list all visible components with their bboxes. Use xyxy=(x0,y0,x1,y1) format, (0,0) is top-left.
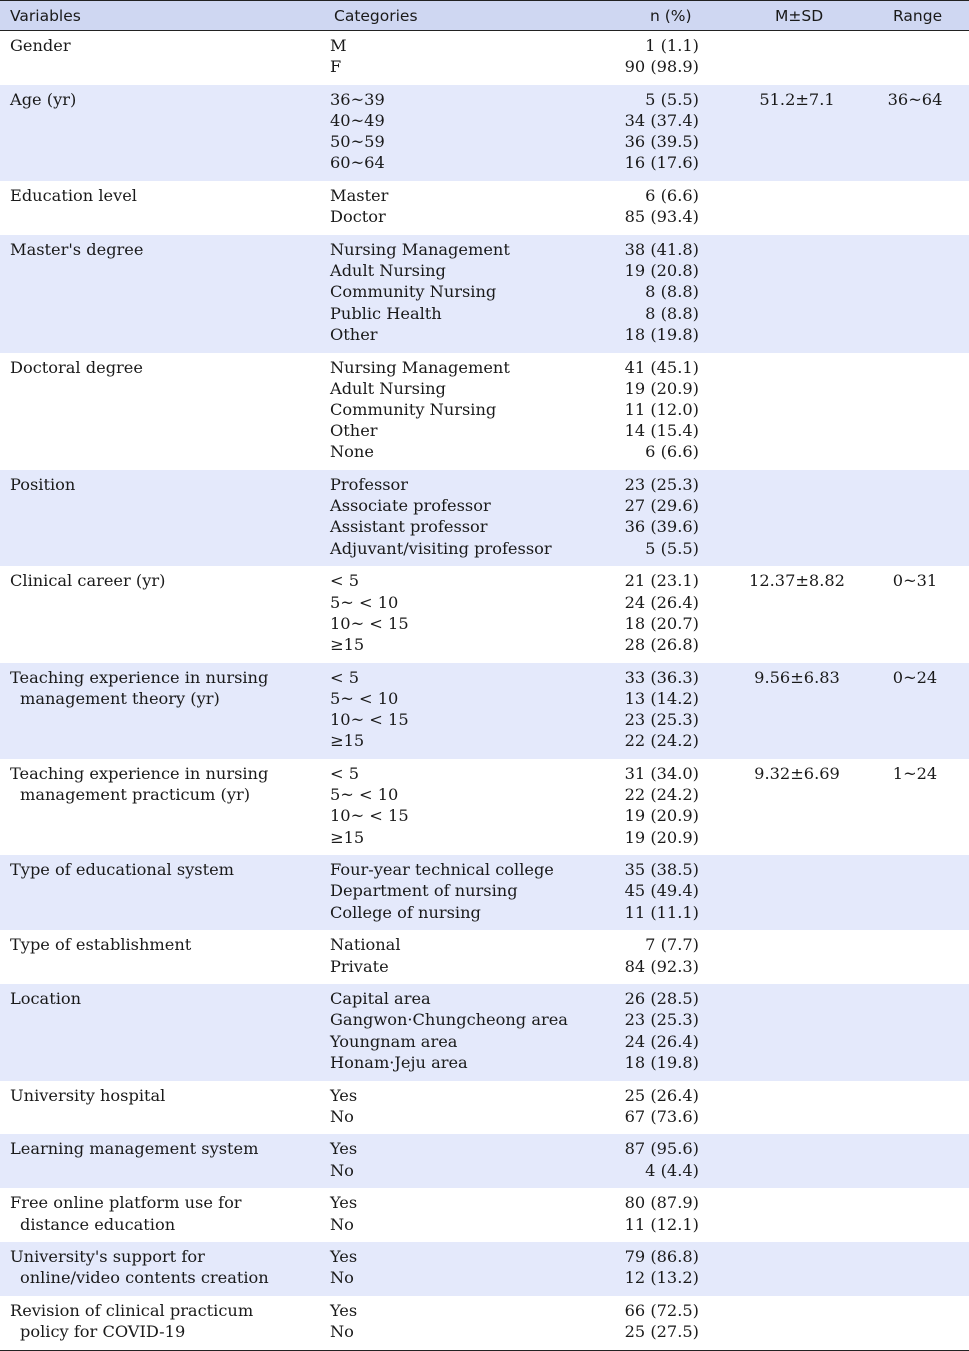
category-label: Capital area xyxy=(330,989,431,1009)
variable-label: Education level xyxy=(10,186,137,206)
category-label: Master xyxy=(330,186,389,206)
n-percent-value: 13 (14.2) xyxy=(624,688,699,708)
variable-label: distance education xyxy=(20,1214,176,1234)
variable-cell xyxy=(10,934,310,955)
categories-cell xyxy=(330,988,568,1073)
variable-cell xyxy=(10,859,310,880)
category-label: Nursing Management xyxy=(330,357,510,377)
variable-cell xyxy=(10,570,310,591)
n-percent-value: 90 (98.9) xyxy=(624,57,699,77)
variable-label: Clinical career (yr) xyxy=(10,571,166,591)
category-label: Gangwon·Chungcheong area xyxy=(330,1010,568,1030)
category-label: Yes xyxy=(330,1247,358,1267)
n-percent-value: 8 (8.8) xyxy=(645,303,699,323)
category-label: Honam·Jeju area xyxy=(330,1052,468,1072)
variable-label: online/video contents creation xyxy=(20,1268,269,1288)
n-percent-value: 7 (7.7) xyxy=(645,935,699,955)
n-percent-value: 26 (28.5) xyxy=(624,989,699,1009)
table-row xyxy=(0,31,969,85)
category-label: 40~49 xyxy=(330,111,385,131)
variable-label: management practicum (yr) xyxy=(20,785,251,805)
n-percent-value: 4 (4.4) xyxy=(645,1160,699,1180)
category-label: Yes xyxy=(330,1301,358,1321)
categories-cell xyxy=(330,474,552,559)
categories-cell xyxy=(330,570,409,655)
categories-cell xyxy=(330,1138,357,1180)
mean-sd-value: 12.37±8.82 xyxy=(749,571,845,591)
header-variables: Variables xyxy=(10,7,81,25)
n-percent-cell xyxy=(625,1138,699,1180)
category-label: National xyxy=(330,935,401,955)
n-percent-cell xyxy=(625,1192,699,1234)
table-row xyxy=(0,470,969,566)
category-label: 60~64 xyxy=(330,153,385,173)
n-percent-cell xyxy=(625,859,699,923)
n-percent-cell xyxy=(625,35,699,77)
categories-cell xyxy=(330,35,347,77)
category-label: 5~ < 10 xyxy=(330,592,399,612)
categories-cell xyxy=(330,667,409,752)
n-percent-value: 19 (20.9) xyxy=(624,806,699,826)
variable-label: Type of establishment xyxy=(10,935,192,955)
variable-label: University's support for xyxy=(10,1247,205,1267)
category-label: < 5 xyxy=(330,763,360,783)
n-percent-value: 33 (36.3) xyxy=(624,667,699,687)
category-label: < 5 xyxy=(330,571,360,591)
n-percent-value: 85 (93.4) xyxy=(624,207,699,227)
category-label: Public Health xyxy=(330,303,442,323)
variable-label: Age (yr) xyxy=(10,89,77,109)
table-row xyxy=(0,984,969,1080)
n-percent-value: 25 (26.4) xyxy=(624,1085,699,1105)
n-percent-value: 23 (25.3) xyxy=(624,1010,699,1030)
table-row xyxy=(0,1081,969,1135)
category-label: Yes xyxy=(330,1193,358,1213)
table-body xyxy=(0,31,969,1350)
n-percent-cell xyxy=(625,667,699,752)
n-percent-value: 31 (34.0) xyxy=(624,763,699,783)
mean-sd-value: 9.56±6.83 xyxy=(754,667,840,687)
categories-cell xyxy=(330,1085,357,1127)
n-percent-value: 24 (26.4) xyxy=(624,1031,699,1051)
n-percent-value: 23 (25.3) xyxy=(624,710,699,730)
n-percent-value: 23 (25.3) xyxy=(624,475,699,495)
n-percent-value: 18 (19.8) xyxy=(624,324,699,344)
table-row xyxy=(0,235,969,353)
header-n-percent: n (%) xyxy=(650,7,692,25)
n-percent-value: 22 (24.2) xyxy=(624,731,699,751)
table-row xyxy=(0,855,969,930)
n-percent-value: 14 (15.4) xyxy=(624,421,699,441)
n-percent-value: 27 (29.6) xyxy=(624,496,699,516)
category-label: ≥15 xyxy=(330,634,365,654)
n-percent-value: 18 (20.7) xyxy=(624,613,699,633)
n-percent-value: 21 (23.1) xyxy=(624,571,699,591)
table-row xyxy=(0,663,969,759)
n-percent-cell xyxy=(625,89,699,174)
category-label: 10~ < 15 xyxy=(330,710,409,730)
table-header xyxy=(0,0,969,31)
n-percent-cell xyxy=(625,1085,699,1127)
category-label: 5~ < 10 xyxy=(330,688,399,708)
n-percent-cell xyxy=(625,474,699,559)
category-label: 36~39 xyxy=(330,89,385,109)
category-label: None xyxy=(330,442,374,462)
variable-cell xyxy=(10,357,310,378)
category-label: Nursing Management xyxy=(330,240,510,260)
category-label: Adult Nursing xyxy=(330,261,446,281)
range-value: 36~64 xyxy=(887,89,943,109)
table-row xyxy=(0,759,969,855)
table-row xyxy=(0,1296,969,1350)
category-label: Youngnam area xyxy=(330,1031,458,1051)
category-label: Yes xyxy=(330,1139,358,1159)
categories-cell xyxy=(330,934,401,976)
n-percent-value: 87 (95.6) xyxy=(624,1139,699,1159)
n-percent-value: 25 (27.5) xyxy=(624,1322,699,1342)
category-label: F xyxy=(330,57,342,77)
categories-cell xyxy=(330,859,554,923)
category-label: Other xyxy=(330,324,378,344)
category-label: College of nursing xyxy=(330,902,481,922)
n-percent-value: 16 (17.6) xyxy=(624,153,699,173)
variable-cell xyxy=(10,35,310,56)
categories-cell xyxy=(330,357,510,463)
category-label: No xyxy=(330,1214,354,1234)
n-percent-value: 1 (1.1) xyxy=(645,36,699,55)
category-label: Department of nursing xyxy=(330,881,518,901)
variable-cell xyxy=(10,667,310,709)
range-value: 0~24 xyxy=(892,667,938,687)
variable-label: Position xyxy=(10,475,76,495)
n-percent-value: 24 (26.4) xyxy=(624,592,699,612)
table-row xyxy=(0,566,969,662)
n-percent-value: 5 (5.5) xyxy=(645,538,699,558)
variable-cell xyxy=(10,239,310,260)
category-label: Assistant professor xyxy=(330,517,488,537)
n-percent-value: 11 (12.1) xyxy=(624,1214,699,1234)
variable-label: Free online platform use for xyxy=(10,1193,242,1213)
variable-label: Doctoral degree xyxy=(10,357,143,377)
category-label: M xyxy=(330,36,347,55)
table-row xyxy=(0,353,969,471)
variable-label: Type of educational system xyxy=(10,860,235,880)
n-percent-value: 22 (24.2) xyxy=(624,785,699,805)
variable-label: policy for COVID-19 xyxy=(20,1322,186,1342)
variable-cell xyxy=(10,474,310,495)
n-percent-cell xyxy=(625,988,699,1073)
n-percent-value: 6 (6.6) xyxy=(645,186,699,206)
n-percent-value: 8 (8.8) xyxy=(645,282,699,302)
n-percent-value: 67 (73.6) xyxy=(624,1106,699,1126)
header-mean-sd: M±SD xyxy=(775,7,824,25)
header-range: Range xyxy=(893,7,943,25)
variable-cell xyxy=(10,1138,310,1159)
category-label: Yes xyxy=(330,1085,358,1105)
n-percent-value: 28 (26.8) xyxy=(624,634,699,654)
table-row xyxy=(0,930,969,984)
category-label: 5~ < 10 xyxy=(330,785,399,805)
variable-cell xyxy=(10,988,310,1009)
variable-cell xyxy=(10,1085,310,1106)
categories-cell xyxy=(330,763,409,848)
mean-sd-value: 9.32±6.69 xyxy=(754,763,840,783)
n-percent-value: 5 (5.5) xyxy=(645,89,699,109)
n-percent-value: 34 (37.4) xyxy=(624,111,699,131)
category-label: Associate professor xyxy=(330,496,491,516)
category-label: 10~ < 15 xyxy=(330,806,409,826)
category-label: No xyxy=(330,1106,354,1126)
n-percent-value: 79 (86.8) xyxy=(624,1247,699,1267)
variable-label: Master's degree xyxy=(10,240,144,260)
category-label: < 5 xyxy=(330,667,360,687)
n-percent-value: 19 (20.9) xyxy=(624,827,699,847)
variable-cell xyxy=(10,763,310,805)
n-percent-value: 41 (45.1) xyxy=(624,357,699,377)
n-percent-cell xyxy=(625,1246,699,1288)
category-label: Other xyxy=(330,421,378,441)
n-percent-cell xyxy=(625,934,699,976)
n-percent-cell xyxy=(625,185,699,227)
n-percent-cell xyxy=(625,1300,699,1342)
variable-label: Revision of clinical practicum xyxy=(10,1301,254,1321)
n-percent-value: 45 (49.4) xyxy=(624,881,699,901)
variable-label: Teaching experience in nursing xyxy=(10,667,269,687)
categories-cell xyxy=(330,185,388,227)
category-label: Private xyxy=(330,956,389,976)
n-percent-cell xyxy=(625,570,699,655)
category-label: 50~59 xyxy=(330,132,385,152)
n-percent-cell xyxy=(625,357,699,463)
n-percent-value: 80 (87.9) xyxy=(624,1193,699,1213)
n-percent-cell xyxy=(625,239,699,345)
categories-cell xyxy=(330,1192,357,1234)
variable-label: Learning management system xyxy=(10,1139,259,1159)
n-percent-value: 6 (6.6) xyxy=(645,442,699,462)
category-label: Community Nursing xyxy=(330,282,497,302)
n-percent-value: 36 (39.6) xyxy=(624,517,699,537)
table-row xyxy=(0,181,969,235)
category-label: No xyxy=(330,1322,354,1342)
n-percent-value: 19 (20.8) xyxy=(624,261,699,281)
category-label: Four-year technical college xyxy=(330,860,554,880)
n-percent-value: 19 (20.9) xyxy=(624,378,699,398)
category-label: Community Nursing xyxy=(330,399,497,419)
table-row xyxy=(0,1188,969,1242)
table-row xyxy=(0,1134,969,1188)
variable-label: Location xyxy=(10,989,82,1009)
category-label: No xyxy=(330,1268,354,1288)
category-label: Doctor xyxy=(330,207,386,227)
variable-cell xyxy=(10,89,310,110)
n-percent-value: 38 (41.8) xyxy=(624,240,699,260)
variable-cell xyxy=(10,1246,310,1288)
category-label: Adult Nursing xyxy=(330,378,446,398)
n-percent-value: 35 (38.5) xyxy=(624,860,699,880)
categories-cell xyxy=(330,89,385,174)
table-row xyxy=(0,1242,969,1296)
variable-cell xyxy=(10,1192,310,1234)
n-percent-cell xyxy=(625,763,699,848)
range-value: 0~31 xyxy=(892,571,938,591)
category-label: Adjuvant/visiting professor xyxy=(330,538,552,558)
variable-label: Gender xyxy=(10,36,71,55)
n-percent-value: 11 (11.1) xyxy=(624,902,699,922)
variable-cell xyxy=(10,1300,310,1342)
category-label: No xyxy=(330,1160,354,1180)
category-label: ≥15 xyxy=(330,731,365,751)
range-value: 1~24 xyxy=(892,763,938,783)
variable-label: Teaching experience in nursing xyxy=(10,763,269,783)
n-percent-value: 84 (92.3) xyxy=(624,956,699,976)
mean-sd-value: 51.2±7.1 xyxy=(759,89,835,109)
category-label: Professor xyxy=(330,475,409,495)
category-label: 10~ < 15 xyxy=(330,613,409,633)
n-percent-value: 12 (13.2) xyxy=(624,1268,699,1288)
variable-cell xyxy=(10,185,310,206)
n-percent-value: 18 (19.8) xyxy=(624,1052,699,1072)
categories-cell xyxy=(330,1300,357,1342)
variable-label: management theory (yr) xyxy=(20,688,220,708)
categories-cell xyxy=(330,1246,357,1288)
n-percent-value: 11 (12.0) xyxy=(624,399,699,419)
n-percent-value: 66 (72.5) xyxy=(624,1301,699,1321)
n-percent-value: 36 (39.5) xyxy=(624,132,699,152)
category-label: ≥15 xyxy=(330,827,365,847)
table-row xyxy=(0,85,969,181)
categories-cell xyxy=(330,239,510,345)
header-categories: Categories xyxy=(334,7,418,25)
variable-label: University hospital xyxy=(10,1085,166,1105)
